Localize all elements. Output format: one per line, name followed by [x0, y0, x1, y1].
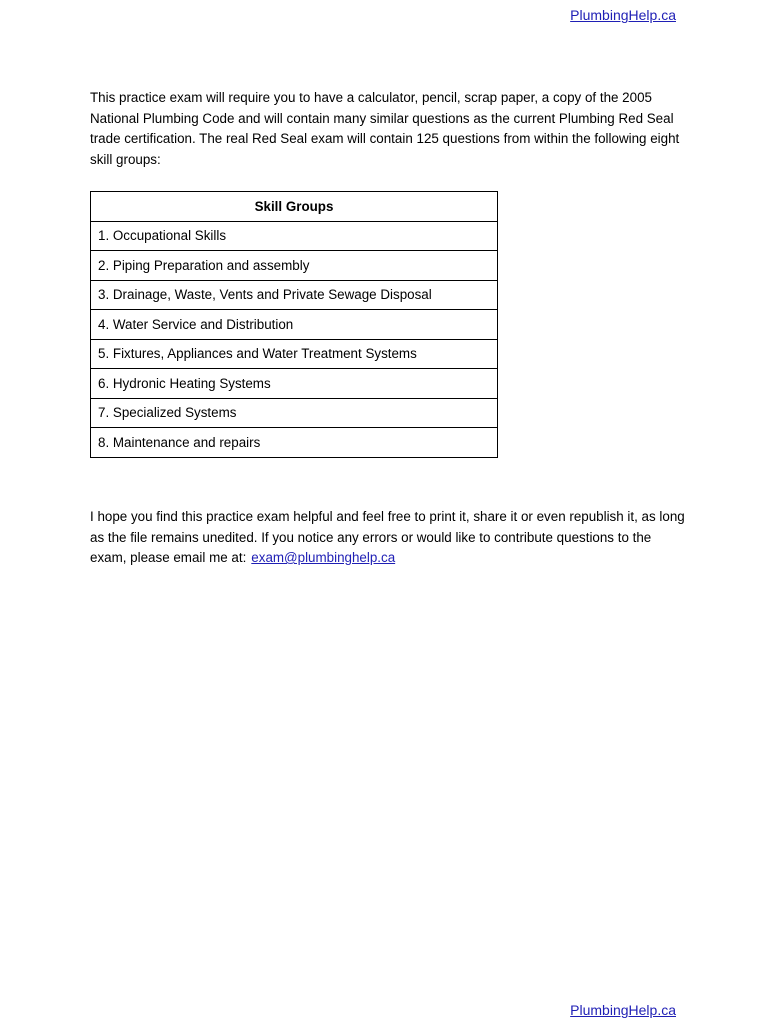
- skill-group-cell: 2. Piping Preparation and assembly: [91, 251, 498, 281]
- skill-group-cell: 3. Drainage, Waste, Vents and Private Sewage Disposal: [91, 280, 498, 310]
- table-row: [91, 310, 498, 340]
- skill-group-cell: 5. Fixtures, Appliances and Water Treatment Systems: [91, 339, 498, 369]
- table-row: [91, 280, 498, 310]
- skill-group-cell: 7. Specialized Systems: [91, 398, 498, 428]
- skill-group-cell: 8. Maintenance and repairs: [91, 428, 498, 458]
- table-row: [91, 251, 498, 281]
- table-row: [91, 339, 498, 369]
- table-row: [91, 369, 498, 399]
- intro-paragraph: This practice exam will require you to have a calculator, pencil, scrap paper, a copy of the 2005 National Plumbing Code and will contain many similar questions as the current Plumbing Red Seal trade certification. The real Red Seal exam will contain 125 questions from within the following eight skill groups:: [90, 90, 680, 167]
- skill-groups-table: [90, 191, 498, 458]
- skill-group-cell: 4. Water Service and Distribution: [91, 310, 498, 340]
- table-header-skill-groups: Skill Groups: [91, 192, 498, 222]
- table-row: [91, 428, 498, 458]
- skill-group-cell: 1. Occupational Skills: [91, 221, 498, 251]
- table-row: [91, 398, 498, 428]
- table-row: [91, 221, 498, 251]
- email-link[interactable]: exam@plumbinghelp.ca: [251, 550, 396, 565]
- table-header-row: [91, 192, 498, 222]
- skill-group-cell: 6. Hydronic Heating Systems: [91, 369, 498, 399]
- outro-paragraph: [90, 507, 690, 569]
- footer-site-link[interactable]: PlumbingHelp.ca: [570, 1002, 676, 1018]
- outro-text: I hope you find this practice exam helpful and feel free to print it, share it or even republish it, as long as the file remains unedited. If you notice any errors or would like to contribute questions to the exam, please email me at:: [90, 509, 685, 565]
- header-site-link[interactable]: PlumbingHelp.ca: [570, 7, 676, 23]
